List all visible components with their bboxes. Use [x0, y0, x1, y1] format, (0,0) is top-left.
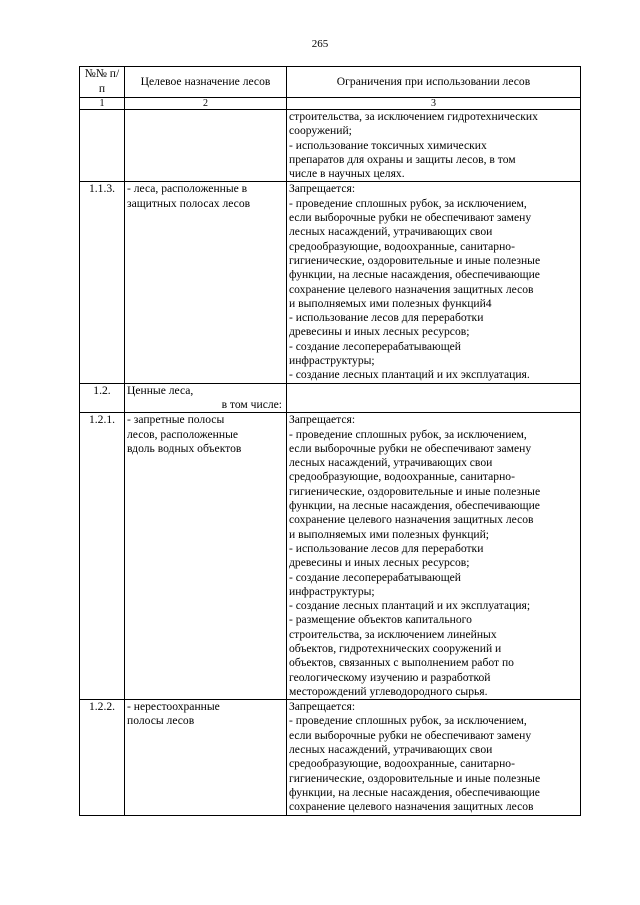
text-line: если выборочные рубки не обеспечивают замену: [289, 728, 532, 742]
row-name: [125, 383, 287, 413]
text-line: и выполняемых ими полезных функций4: [289, 296, 492, 310]
row-number: 1.1.3.: [80, 182, 125, 383]
row-restrictions: [287, 182, 581, 383]
text-line: полосы лесов: [127, 714, 195, 728]
text-line: - размещение объектов капитального: [289, 613, 472, 627]
text-line: если выборочные рубки не обеспечивают замену: [289, 211, 532, 225]
table-header-row: [80, 67, 581, 98]
row-number-cell: [80, 110, 125, 182]
text-line: древесины и иных лесных ресурсов;: [289, 556, 470, 570]
text-line: - леса, расположенные в: [127, 182, 248, 196]
row-number: 1.2.1.: [80, 413, 125, 700]
text-line: - создание лесоперерабатывающей: [289, 570, 461, 584]
text-line: сохранение целевого назначения защитных лесов: [289, 513, 534, 527]
text-line: инфраструктуры;: [289, 354, 375, 368]
text-line: средообразующие, водоохранные, санитарно-: [289, 470, 515, 484]
page-number: 265: [311, 38, 329, 50]
text-line: - использование лесов для переработки: [289, 541, 484, 555]
text-line: - создание лесных плантаций и их эксплуатация.: [289, 368, 530, 382]
row-number: 1.2.2.: [80, 700, 125, 815]
text-line: Запрещается:: [289, 413, 356, 427]
text-line: если выборочные рубки не обеспечивают замену: [289, 441, 532, 455]
header-number: №№ п/п: [80, 67, 125, 98]
row-restrictions: [287, 413, 581, 700]
row-name-line: в том числе:: [221, 397, 282, 411]
text-line: лесов, расположенные: [127, 427, 239, 441]
table-row-1-2-1: [80, 413, 581, 700]
text-line: защитных полосах лесов: [127, 196, 251, 210]
text-line: препаратов для охраны и защиты лесов, в том: [289, 152, 516, 166]
text-line: гигиенические, оздоровительные и иные полезные: [289, 253, 541, 267]
text-line: лесных насаждений, утрачивающих свои: [289, 225, 493, 239]
text-line: лесных насаждений, утрачивающих свои: [289, 743, 493, 757]
text-line: гигиенические, оздоровительные и иные полезные: [289, 484, 541, 498]
text-line: строительства, за исключением гидротехнических: [289, 110, 538, 123]
text-line: объектов, связанных с выполнением работ по: [289, 656, 514, 670]
text-line: числе в научных целях.: [289, 167, 405, 181]
forest-restrictions-table: [79, 66, 581, 816]
table-row-1-2-2: [80, 700, 581, 815]
column-number: 3: [287, 98, 581, 110]
row-name-line: Ценные леса,: [127, 383, 194, 397]
text-line: Запрещается:: [289, 182, 356, 196]
row-name-cell: [125, 110, 287, 182]
text-line: - проведение сплошных рубок, за исключением,: [289, 196, 527, 210]
column-number: 1: [80, 98, 125, 110]
text-line: функции, на лесные насаждения, обеспечивающие: [289, 499, 540, 513]
text-line: лесных насаждений, утрачивающих свои: [289, 456, 493, 470]
text-line: - проведение сплошных рубок, за исключением,: [289, 427, 527, 441]
row-name: [125, 413, 287, 700]
header-purpose: Целевое назначение лесов: [125, 67, 287, 98]
text-line: сооружений;: [289, 124, 352, 138]
text-line: месторождений углеводородного сырья.: [289, 684, 488, 698]
text-line: сохранение целевого назначения защитных лесов: [289, 282, 534, 296]
text-line: - запретные полосы: [127, 413, 225, 427]
text-line: Запрещается:: [289, 700, 356, 714]
text-line: сохранение целевого назначения защитных лесов: [289, 800, 534, 814]
text-line: гигиенические, оздоровительные и иные полезные: [289, 771, 541, 785]
column-number: 2: [125, 98, 287, 110]
text-line: геологическому изучению и разработкой: [289, 670, 491, 684]
text-line: - использование токсичных химических: [289, 138, 487, 152]
row-restrictions: [287, 383, 581, 413]
table-row-1-2: [80, 383, 581, 413]
row-name: [125, 182, 287, 383]
row-restrictions-cell: [287, 110, 581, 182]
text-line: вдоль водных объектов: [127, 441, 242, 455]
text-line: функции, на лесные насаждения, обеспечивающие: [289, 268, 540, 282]
header-restrictions: Ограничения при использовании лесов: [287, 67, 581, 98]
text-line: и выполняемых ими полезных функций;: [289, 527, 490, 541]
text-line: древесины и иных лесных ресурсов;: [289, 325, 470, 339]
text-line: объектов, гидротехнических сооружений и: [289, 641, 502, 655]
row-name: [125, 700, 287, 815]
text-line: инфраструктуры;: [289, 584, 375, 598]
row-number: 1.2.: [80, 383, 125, 413]
text-line: средообразующие, водоохранные, санитарно-: [289, 239, 515, 253]
text-line: - проведение сплошных рубок, за исключением,: [289, 714, 527, 728]
text-line: - создание лесных плантаций и их эксплуатация;: [289, 599, 531, 613]
table-row-continued: [80, 110, 581, 182]
row-restrictions: [287, 700, 581, 815]
text-line: - использование лесов для переработки: [289, 311, 484, 325]
text-line: строительства, за исключением линейных: [289, 627, 497, 641]
column-number-row: [80, 98, 581, 110]
text-line: - создание лесоперерабатывающей: [289, 339, 461, 353]
table-row-1-1-3: [80, 182, 581, 383]
text-line: функции, на лесные насаждения, обеспечивающие: [289, 785, 540, 799]
text-line: средообразующие, водоохранные, санитарно-: [289, 757, 515, 771]
text-line: - нерестоохранные: [127, 700, 220, 714]
